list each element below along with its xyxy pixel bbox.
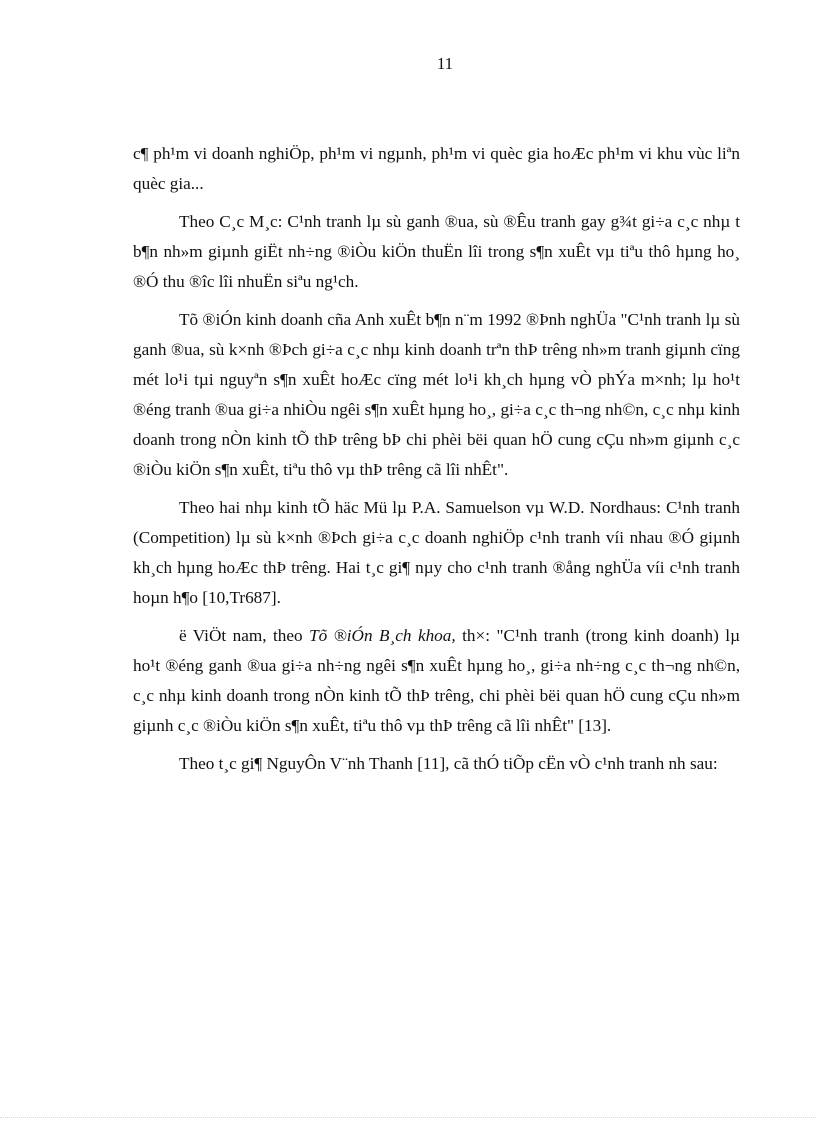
- paragraph-marx-definition: Theo C¸c M¸c: C¹nh tranh lµ sù ganh ®ua, sù ®Êu tranh gay g¾t gi÷a c¸c nhµ t b¶n nh»m giµnh giËt nh÷ng ®iÒu kiÖn thuËn lîi trong s¶n xuÊt vµ tiªu thô hµng ho¸ ®Ó thu ®îc lîi nhuËn siªu ng¹ch.: [133, 212, 740, 291]
- page-bottom-divider: [0, 1117, 816, 1118]
- encyclopedia-lead-in: ë ViÖt nam, theo: [179, 626, 310, 645]
- paragraph-scope: c¶ ph¹m vi doanh nghiÖp, ph¹m vi ngµnh, ph¹m vi quèc gia hoÆc ph¹m vi khu vùc liªn quèc gia...: [133, 144, 740, 193]
- page-number: 11: [436, 54, 454, 73]
- paragraph-samuelson-nordhaus: Theo hai nhµ kinh tÕ häc Mü lµ P.A. Samuelson vµ W.D. Nordhaus: C¹nh tranh (Competition) lµ sù k×nh ®Þch gi÷a c¸c doanh nghiÖp c¹nh tranh víi nhau ®Ó giµnh kh¸ch hµng hoÆc thÞ trêng. Hai t¸c gi¶ nµy cho c¹nh tranh ®ång nghÜa víi c¹nh tranh hoµn h¶o [10,Tr687].: [133, 498, 740, 607]
- document-body: [133, 139, 740, 787]
- encyclopedia-quote: th×: "C¹nh tranh (trong kinh doanh) lµ ho¹t ®éng ganh ®ua gi÷a nh÷ng ngêi s¶n xuÊt hµng ho¸, gi÷a nh÷ng c¸c th¬ng nh©n, c¸c nhµ kinh doanh trong nÒn kinh tÕ thÞ trêng, chi phèi bëi quan hÖ cung cÇu nh»m giµnh c¸c ®iÒu kiÖn s¶n xuÊt, tiªu thô vµ thÞ trêng cã lîi nhÊt" [13].: [133, 626, 740, 735]
- paragraph-vietnam-encyclopedia: [133, 621, 740, 741]
- encyclopedia-title: Tõ ®iÓn B¸ch khoa,: [309, 626, 456, 645]
- paragraph-nguyen-vinh-thanh: Theo t¸c gi¶ NguyÔn V¨nh Thanh [11], cã thÓ tiÕp cËn vÒ c¹nh tranh nh sau:: [179, 754, 718, 773]
- paragraph-english-dictionary: Tõ ®iÓn kinh doanh cña Anh xuÊt b¶n n¨m 1992 ®Þnh nghÜa "C¹nh tranh lµ sù ganh ®ua, sù k×nh ®Þch gi÷a c¸c nhµ kinh doanh trªn thÞ trêng nh»m tranh giµnh cïng mét lo¹i tµi nguyªn s¶n xuÊt hoÆc cïng mét lo¹i kh¸ch hµng vÒ phÝa m×nh; lµ ho¹t ®éng tranh ®ua gi÷a nhiÒu ngêi s¶n xuÊt hµng ho¸, gi÷a c¸c th¬ng nh©n, c¸c nhµ kinh doanh trong nÒn kinh tÕ thÞ trêng bÞ chi phèi bëi quan hÖ cung cÇu nh»m giµnh c¸c ®iÒu kiÖn s¶n xuÊt, tiªu thô vµ thÞ trêng cã lîi nhÊt".: [133, 310, 740, 479]
